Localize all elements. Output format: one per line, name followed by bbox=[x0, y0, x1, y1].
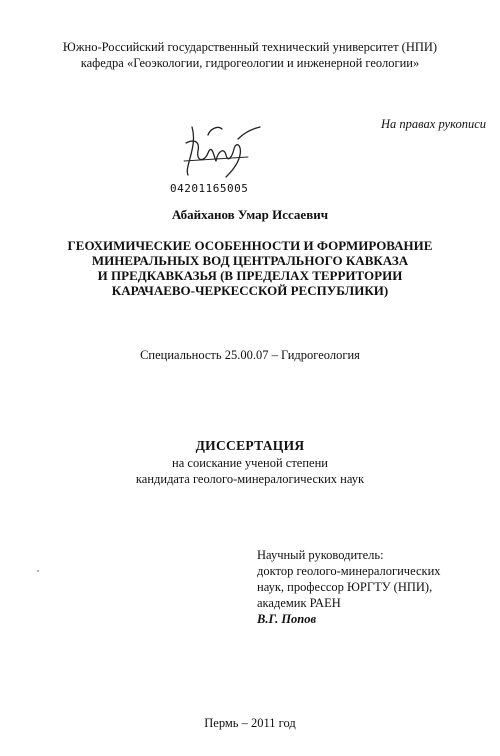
title-line: И ПРЕДКАВКАЗЬЯ (В ПРЕДЕЛАХ ТЕРРИТОРИИ bbox=[97, 268, 403, 283]
degree-line: кандидата геолого-минералогических наук bbox=[135, 472, 365, 486]
supervisor-label: Научный руководитель: bbox=[257, 548, 384, 562]
dissertation-title bbox=[0, 238, 500, 298]
department-name: кафедра «Геоэкологии, гидрогеологии и инженерной геологии» bbox=[80, 56, 420, 70]
supervisor-academy: академик РАЕН bbox=[257, 596, 341, 610]
supervisor-name: В.Г. Попов bbox=[257, 612, 317, 626]
supervisor-block bbox=[257, 547, 441, 627]
title-line: ГЕОХИМИЧЕСКИЕ ОСОБЕННОСТИ И ФОРМИРОВАНИЕ bbox=[67, 238, 433, 253]
institution-header bbox=[0, 39, 500, 71]
supervisor-position: наук, профессор ЮРГТУ (НПИ), bbox=[257, 580, 433, 594]
author-name: Абайханов Умар Иссаевич bbox=[171, 207, 329, 222]
specialty: Специальность 25.00.07 – Гидрогеология bbox=[140, 348, 360, 362]
handwritten-signature bbox=[178, 117, 264, 179]
degree-info bbox=[0, 455, 500, 487]
manuscript-note: На правах рукописи bbox=[381, 117, 486, 131]
university-name: Южно-Российский государственный технический университет (НПИ) bbox=[62, 40, 438, 54]
document-number: 04201165005 bbox=[170, 182, 249, 195]
scan-speck bbox=[37, 570, 39, 572]
degree-line: на соискание ученой степени bbox=[172, 456, 328, 470]
place-and-year: Пермь – 2011 год bbox=[204, 716, 296, 730]
document-type: ДИССЕРТАЦИЯ bbox=[195, 438, 305, 453]
title-line: МИНЕРАЛЬНЫХ ВОД ЦЕНТРАЛЬНОГО КАВКАЗА bbox=[91, 253, 409, 268]
title-line: КАРАЧАЕВО-ЧЕРКЕССКОЙ РЕСПУБЛИКИ) bbox=[111, 283, 389, 298]
supervisor-degree: доктор геолого-минералогических bbox=[257, 564, 441, 578]
